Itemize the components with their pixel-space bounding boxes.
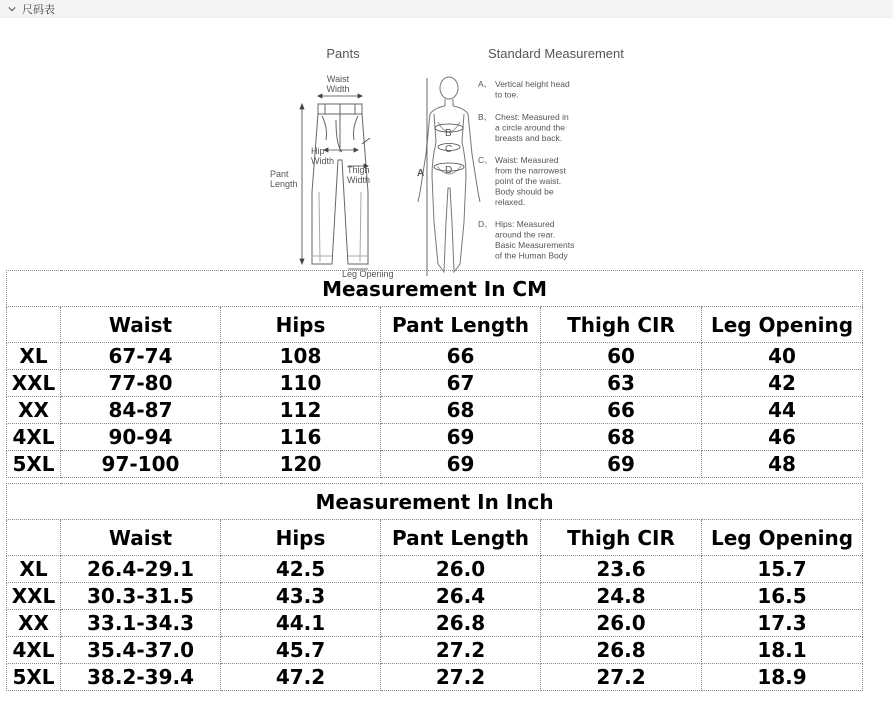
value-cell: 44.1 — [221, 610, 381, 637]
value-cell: 60 — [541, 343, 702, 370]
value-cell: 46 — [702, 424, 863, 451]
thigh-width-label-2: Width — [347, 175, 371, 185]
header-cell: Hips — [221, 520, 381, 556]
value-cell: 26.4-29.1 — [61, 556, 221, 583]
note-line: from the narrowest — [495, 165, 566, 176]
value-cell: 120 — [221, 451, 381, 478]
value-cell: 27.2 — [541, 664, 702, 691]
value-cell: 18.9 — [702, 664, 863, 691]
hip-width-label: Hip — [311, 146, 325, 156]
size-cell: 4XL — [7, 424, 61, 451]
size-cell: XXL — [7, 370, 61, 397]
header-cell: Waist — [61, 307, 221, 343]
value-cell: 108 — [221, 343, 381, 370]
table-row — [7, 343, 863, 370]
chevron-down-icon[interactable] — [8, 5, 16, 13]
body-letters — [417, 128, 452, 179]
table-row — [7, 610, 863, 637]
value-cell: 69 — [541, 451, 702, 478]
note-line: Waist: Measured — [495, 155, 559, 165]
value-cell: 48 — [702, 451, 863, 478]
size-cell: XXL — [7, 583, 61, 610]
size-chart-section-header[interactable] — [0, 0, 893, 18]
value-cell: 69 — [381, 424, 541, 451]
section-label: 尺码表 — [22, 2, 55, 16]
measurement-diagram — [262, 42, 624, 287]
value-cell: 90-94 — [61, 424, 221, 451]
header-cell-size — [7, 520, 61, 556]
value-cell: 40 — [702, 343, 863, 370]
value-cell: 66 — [541, 397, 702, 424]
header-cell: Waist — [61, 520, 221, 556]
table-inch — [6, 483, 863, 691]
header-cell-size — [7, 307, 61, 343]
value-cell: 63 — [541, 370, 702, 397]
waist-width-label-2: Width — [326, 84, 350, 94]
note-line: of the Human Body — [495, 250, 568, 261]
table-row — [7, 397, 863, 424]
size-cell: XL — [7, 343, 61, 370]
value-cell: 84-87 — [61, 397, 221, 424]
value-cell: 42.5 — [221, 556, 381, 583]
table-row — [7, 451, 863, 478]
value-cell: 23.6 — [541, 556, 702, 583]
note-line: to toe. — [495, 89, 519, 100]
header-cell: Thigh CIR — [541, 520, 702, 556]
value-cell: 24.8 — [541, 583, 702, 610]
note-line: point of the waist. — [495, 176, 562, 186]
table-cm — [6, 270, 863, 478]
value-cell: 18.1 — [702, 637, 863, 664]
value-cell: 110 — [221, 370, 381, 397]
pant-length-label: Pant — [270, 169, 289, 179]
value-cell: 45.7 — [221, 637, 381, 664]
standard-measurement-title: Standard Measurement — [488, 46, 624, 61]
value-cell: 17.3 — [702, 610, 863, 637]
value-cell: 69 — [381, 451, 541, 478]
header-cell: Leg Opening — [702, 307, 863, 343]
header-cell: Thigh CIR — [541, 307, 702, 343]
value-cell: 38.2-39.4 — [61, 664, 221, 691]
value-cell: 30.3-31.5 — [61, 583, 221, 610]
note-line: Body should be — [495, 186, 554, 197]
table-title: Measurement In Inch — [7, 484, 863, 520]
table-row — [7, 637, 863, 664]
value-cell: 68 — [541, 424, 702, 451]
value-cell: 44 — [702, 397, 863, 424]
value-cell: 112 — [221, 397, 381, 424]
size-cell: 5XL — [7, 451, 61, 478]
thigh-width-label: Thigh — [347, 165, 370, 175]
value-cell: 66 — [381, 343, 541, 370]
value-cell: 16.5 — [702, 583, 863, 610]
table-title: Measurement In CM — [7, 271, 863, 307]
value-cell: 26.8 — [381, 610, 541, 637]
header-cell: Pant Length — [381, 520, 541, 556]
table-row — [7, 424, 863, 451]
note-line: Chest: Measured in — [495, 112, 569, 122]
value-cell: 42 — [702, 370, 863, 397]
table-header-row — [7, 520, 863, 556]
value-cell: 67-74 — [61, 343, 221, 370]
note-letter: C、 — [478, 155, 493, 165]
note-line: Hips: Measured — [495, 219, 555, 229]
value-cell: 97-100 — [61, 451, 221, 478]
value-cell: 33.1-34.3 — [61, 610, 221, 637]
size-cell: 4XL — [7, 637, 61, 664]
table-row — [7, 583, 863, 610]
value-cell: 43.3 — [221, 583, 381, 610]
value-cell: 35.4-37.0 — [61, 637, 221, 664]
header-cell: Hips — [221, 307, 381, 343]
size-cell: 5XL — [7, 664, 61, 691]
note-line: Basic Measurements — [495, 240, 575, 250]
pants-labels — [270, 46, 394, 279]
value-cell: 26.0 — [381, 556, 541, 583]
table-row — [7, 664, 863, 691]
note-line: Vertical height head — [495, 79, 570, 89]
hip-width-label-2: Width — [311, 156, 335, 166]
value-cell: 77-80 — [61, 370, 221, 397]
size-chart-panel — [0, 18, 893, 708]
size-cell: XL — [7, 556, 61, 583]
letter-c: C — [445, 144, 453, 155]
value-cell: 27.2 — [381, 637, 541, 664]
size-cell: XX — [7, 397, 61, 424]
pants-title: Pants — [326, 46, 360, 61]
table-row — [7, 556, 863, 583]
note-line: a circle around the — [495, 122, 565, 133]
note-line: around the rear. — [495, 229, 556, 240]
letter-a: A — [417, 168, 425, 179]
table-row — [7, 370, 863, 397]
letter-d: D — [445, 165, 453, 176]
value-cell: 26.4 — [381, 583, 541, 610]
value-cell: 68 — [381, 397, 541, 424]
value-cell: 27.2 — [381, 664, 541, 691]
value-cell: 26.0 — [541, 610, 702, 637]
letter-b: B — [445, 128, 452, 139]
value-cell: 67 — [381, 370, 541, 397]
value-cell: 116 — [221, 424, 381, 451]
note-line: breasts and back. — [495, 133, 563, 143]
value-cell: 47.2 — [221, 664, 381, 691]
header-cell: Leg Opening — [702, 520, 863, 556]
waist-width-label: Waist — [326, 74, 350, 84]
note-letter: A、 — [478, 79, 493, 89]
note-letter: D、 — [478, 219, 493, 229]
pant-length-label-2: Length — [270, 179, 298, 189]
value-cell: 15.7 — [702, 556, 863, 583]
note-line: relaxed. — [495, 197, 526, 207]
note-letter: B、 — [478, 112, 493, 122]
header-cell: Pant Length — [381, 307, 541, 343]
measurement-notes — [478, 79, 574, 261]
table-header-row — [7, 307, 863, 343]
leg-opening-label: Leg Opening — [342, 269, 394, 279]
value-cell: 26.8 — [541, 637, 702, 664]
size-cell: XX — [7, 610, 61, 637]
